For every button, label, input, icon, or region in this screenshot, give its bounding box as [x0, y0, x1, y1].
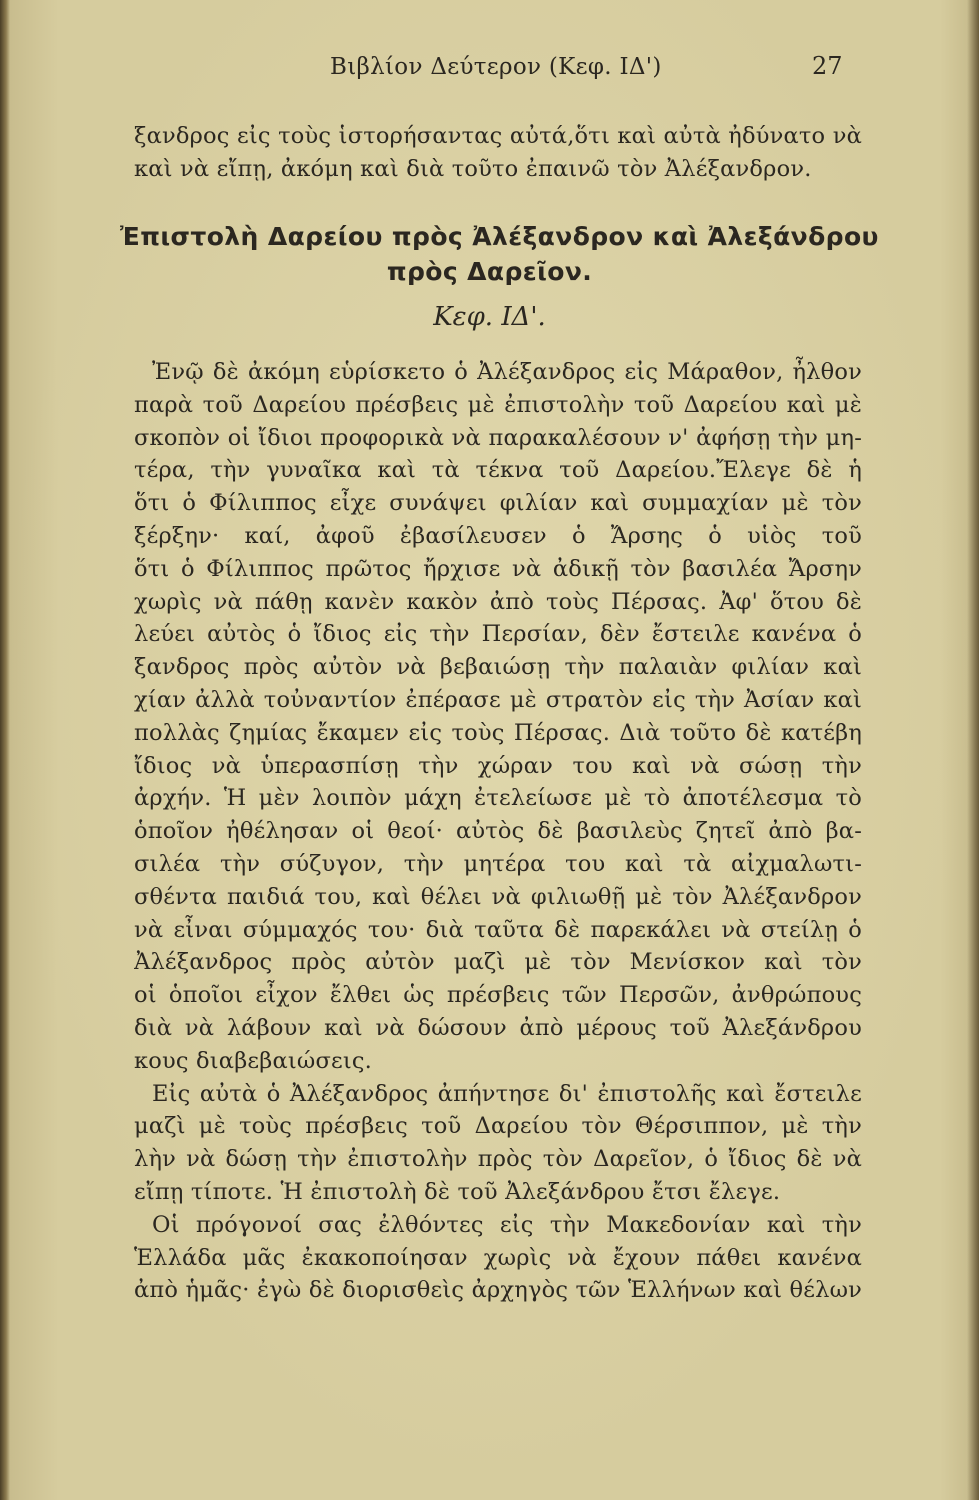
text-line: νὰ εἶναι σύμμαχός του· διὰ ταῦτα δὲ παρεκάλει νὰ στείλῃ ὁ [134, 916, 862, 943]
opening-text [134, 120, 862, 186]
text-line: πολλὰς ζημίας ἔκαμεν εἰς τοὺς Πέρσας. Διὰ τοῦτο δὲ κατέβη [134, 719, 862, 746]
text-line: καὶ νὰ εἴπῃ, ἀκόμη καὶ διὰ τοῦτο ἐπαινῶ τὸν Ἀλέξανδρον. [134, 155, 812, 182]
text-line: σθέντα παιδιά του, καὶ θέλει νὰ φιλιωθῇ μὲ τὸν Ἀλέξανδρον [134, 883, 862, 910]
text-line: τέρα, τὴν γυναῖκα καὶ τὰ τέκνα τοῦ Δαρείου.Ἔλεγε δὲ ἡ [134, 457, 862, 484]
running-title: Βιβλίον Δεύτερον (Κεφ. ΙΔ') [330, 54, 662, 80]
section-heading-line-1: Ἐπιστολὴ Δαρείου πρὸς Ἀλέξανδρον καὶ Ἀλεξάνδρου [120, 222, 879, 251]
page-header [0, 54, 979, 94]
text-line: ἀπὸ ἡμᾶς· ἐγὼ δὲ διορισθεὶς ἀρχηγὸς τῶν Ἑλλήνων καὶ θέλων [134, 1277, 862, 1304]
section-heading-line-2: πρὸς Δαρεῖον. [386, 257, 593, 286]
text-line: Ἐνῷ δὲ ἀκόμη εὑρίσκετο ὁ Ἀλέξανδρος εἰς Μάραθον, ἦλθον [152, 359, 862, 385]
text-line: κους διαβεβαιώσεις. [134, 1047, 373, 1074]
text-line: λεύει αὐτὸς ὁ ἴδιος εἰς τὴν Περσίαν, δὲν ἔστειλε κανένα ὁ [134, 621, 862, 648]
text-line: Ἀλέξανδρος πρὸς αὐτὸν μαζὶ μὲ τὸν Μενίσκον καὶ τὸν [134, 949, 862, 976]
text-line: χωρὶς νὰ πάθῃ κανὲν κακὸν ἀπὸ τοὺς Πέρσας. Ἀφ' ὅτου δὲ [134, 588, 862, 615]
text-line: εἴπῃ τίποτε. Ἡ ἐπιστολὴ δὲ τοῦ Ἀλεξάνδρου ἔτσι ἔλεγε. [134, 1178, 781, 1205]
main-text [134, 356, 862, 1307]
page-binding-edge [0, 0, 10, 1500]
text-line: ὅτι ὁ Φίλιππος εἶχε συνάψει φιλίαν καὶ συμμαχίαν μὲ τὸν [134, 490, 862, 517]
text-line: ἀρχήν. Ἡ μὲν λοιπὸν μάχη ἐτελείωσε μὲ τὸ ἀποτέλεσμα τὸ [134, 785, 862, 812]
text-line: ξανδρος πρὸς αὐτὸν νὰ βεβαιώσῃ τὴν παλαιὰν φιλίαν καὶ [134, 654, 862, 681]
text-line: Ἑλλάδα μᾶς ἐκακοποίησαν χωρὶς νὰ ἔχουν πάθει κανένα [134, 1244, 862, 1271]
text-line: χίαν ἀλλὰ τοὐναντίον ἐπέρασε μὲ στρατὸν εἰς τὴν Ἀσίαν καὶ [134, 686, 862, 713]
text-line: Εἰς αὐτὰ ὁ Ἀλέξανδρος ἀπήντησε δι' ἐπιστολῆς καὶ ἔστειλε [152, 1080, 862, 1107]
text-line: σιλέα τὴν σύζυγον, τὴν μητέρα του καὶ τὰ αἰχμαλωτι- [134, 850, 862, 877]
text-line: ξανδρος εἰς τοὺς ἱστορήσαντας αὐτά,ὅτι καὶ αὐτὰ ἠδύνατο νὰ [134, 123, 862, 149]
text-line: παρὰ τοῦ Δαρείου πρέσβεις μὲ ἐπιστολὴν τοῦ Δαρείου καὶ μὲ [134, 391, 862, 418]
text-line: ὅτι ὁ Φίλιππος πρῶτος ἤρχισε νὰ ἀδικῇ τὸν βασιλέα Ἄρσην [134, 555, 862, 582]
text-line: διὰ νὰ λάβουν καὶ νὰ δώσουν ἀπὸ μέρους τοῦ Ἀλεξάνδρου [134, 1014, 862, 1041]
text-line: Οἱ πρόγονοί σας ἐλθόντες εἰς τὴν Μακεδονίαν καὶ τὴν [152, 1211, 862, 1238]
page-right-edge [967, 0, 979, 1500]
text-line: λὴν νὰ δώσῃ τὴν ἐπιστολὴν πρὸς τὸν Δαρεῖον, ὁ ἴδιος δὲ νὰ [134, 1146, 862, 1173]
text-line: σκοπὸν οἱ ἴδιοι προφορικὰ νὰ παρακαλέσουν ν' ἀφήσῃ τὴν μη- [134, 424, 862, 451]
text-line: ὁποῖον ἠθέλησαν οἱ θεοί· αὐτὸς δὲ βασιλεὺς ζητεῖ ἀπὸ βα- [134, 818, 862, 845]
text-line: ξέρξην· καί, ἀφοῦ ἐβασίλευσεν ὁ Ἄρσης ὁ υἱὸς τοῦ [134, 522, 862, 549]
text-line: οἱ ὁποῖοι εἶχον ἔλθει ὡς πρέσβεις τῶν Περσῶν, ἀνθρώπους [134, 982, 862, 1009]
chapter-label: Κεφ. ΙΔ'. [433, 302, 546, 332]
page-number: 27 [812, 52, 843, 80]
text-line: μαζὶ μὲ τοὺς πρέσβεις τοῦ Δαρείου τὸν Θέρσιππον, μὲ τὴν [134, 1113, 862, 1140]
text-line: ἴδιος νὰ ὑπερασπίσῃ τὴν χώραν του καὶ νὰ σώσῃ τὴν [134, 752, 862, 779]
